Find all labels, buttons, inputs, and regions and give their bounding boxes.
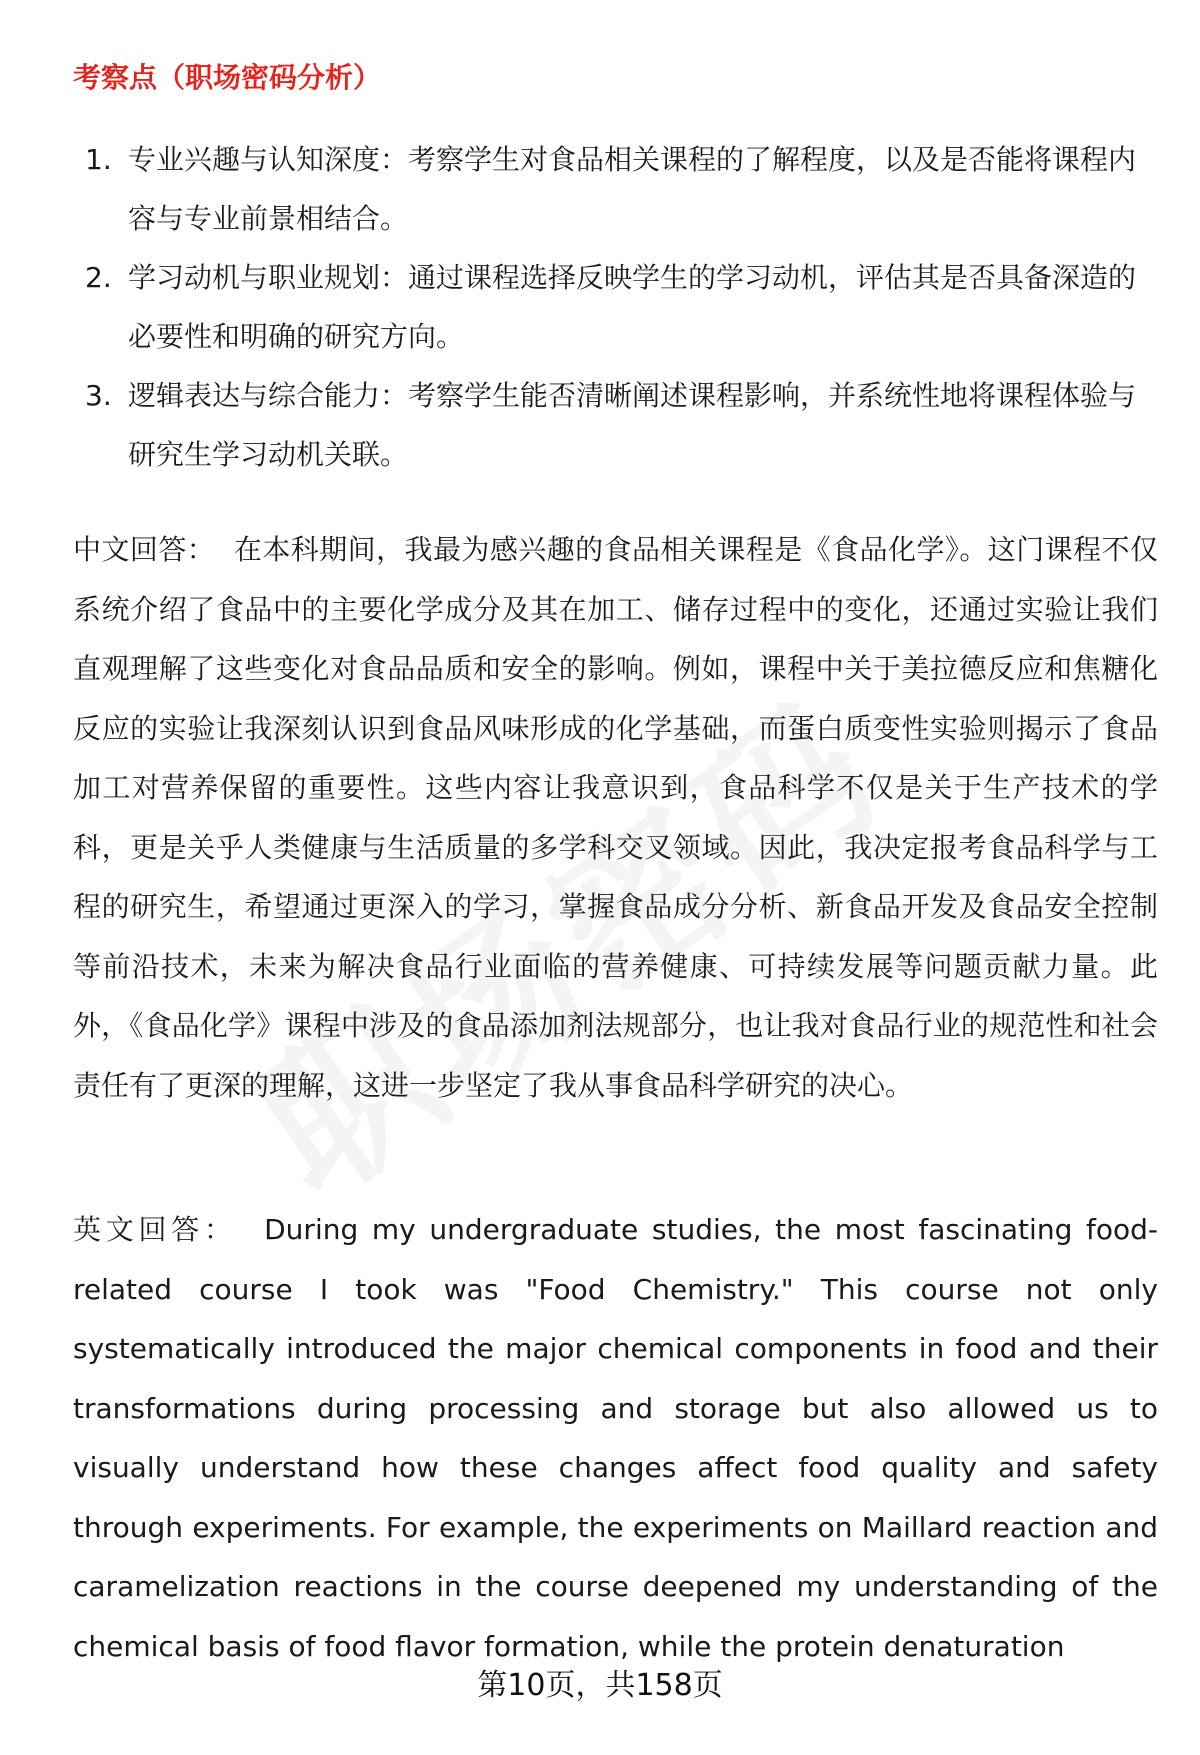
english-answer-label: 英文回答： [73, 1213, 237, 1246]
chinese-answer-paragraph [73, 520, 1158, 1115]
list-item-text: 学习动机与职业规划：通过课程选择反映学生的学习动机，评估其是否具备深造的必要性和明确的研究方向。 [128, 261, 1137, 353]
list-item-text: 专业兴趣与认知深度：考察学生对食品相关课程的了解程度，以及是否能将课程内容与专业前景相结合。 [128, 143, 1137, 235]
list-item-number: 3. [85, 379, 112, 412]
list-item [73, 366, 1148, 484]
list-item [73, 130, 1148, 248]
page-number-footer: 第10页，共158页 [477, 1668, 723, 1703]
chinese-answer-label: 中文回答： [73, 533, 216, 566]
list-item [73, 248, 1148, 366]
list-item-number: 1. [85, 143, 112, 176]
list-item-text: 逻辑表达与综合能力：考察学生能否清晰阐述课程影响，并系统性地将课程体验与研究生学习动机关联。 [128, 379, 1137, 471]
assessment-points-list [73, 130, 1148, 484]
chinese-answer-text: 在本科期间，我最为感兴趣的食品相关课程是《食品化学》。这门课程不仅系统介绍了食品中的主要化学成分及其在加工、储存过程中的变化，还通过实验让我们直观理解了这些变化对食品品质和安全的影响。例如，课程中关于美拉德反应和焦糖化反应的实验让我深刻认识到食品风味形成的化学基础，而蛋白质变性实验则揭示了食品加工对营养保留的重要性。这些内容让我意识到，食品科学不仅是关于生产技术的学科，更是关乎人类健康与生活质量的多学科交叉领域。因此，我决定报考食品科学与工程的研究生，希望通过更深入的学习，掌握食品成分分析、新食品开发及食品安全控制等前沿技术，未来为解决食品行业面临的营养健康、可持续发展等问题贡献力量。此外，《食品化学》课程中涉及的食品添加剂法规部分，也让我对食品行业的规范性和社会责任有了更深的理解，这进一步坚定了我从事食品科学研究的决心。 [73, 533, 1158, 1102]
english-answer-text: During my undergraduate studies, the most fascinating food-related course I took was "Food Chemistry." This course not only systematically introduced the major chemical components in food and their transformations during processing and storage but also allowed us to visually understand how these changes affect food quality and safety through experiments. For example, the experiments on Maillard reaction and caramelization reactions in the course deepened my understanding of the chemical basis of food flavor formation, while the protein denaturation [73, 1213, 1158, 1663]
list-item-number: 2. [85, 261, 112, 294]
english-answer-paragraph [73, 1200, 1158, 1676]
section-title: 考察点（职场密码分析） [73, 61, 382, 94]
